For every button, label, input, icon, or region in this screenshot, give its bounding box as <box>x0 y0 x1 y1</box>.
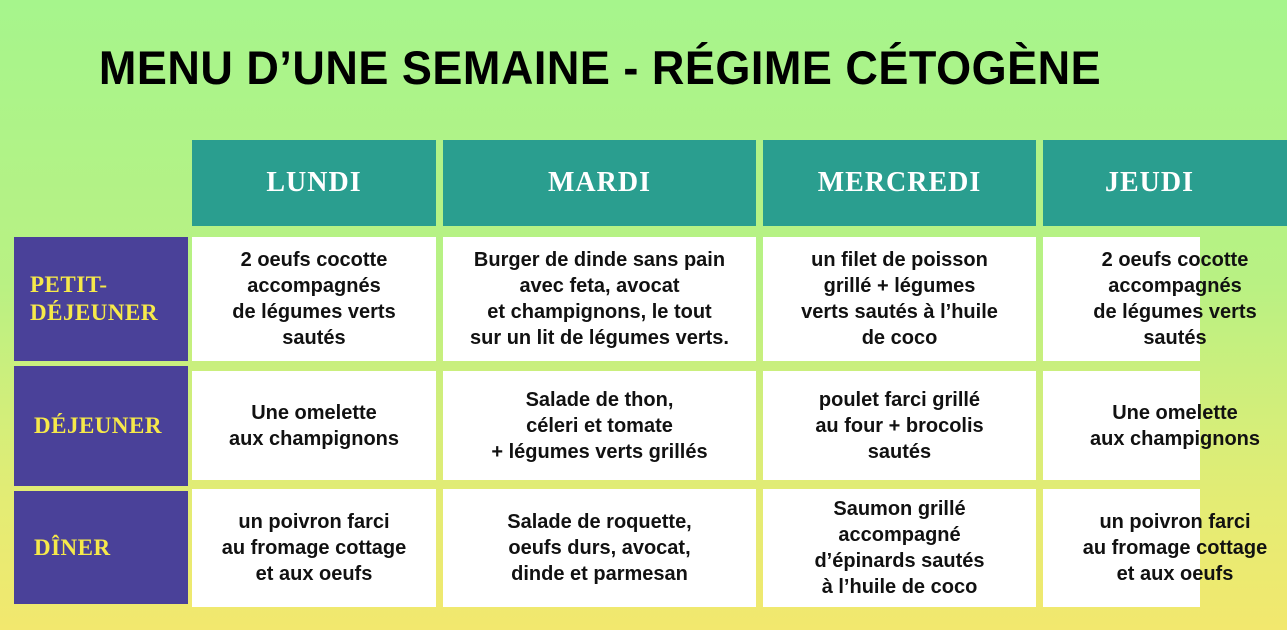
day-header-mercredi: MERCREDI <box>763 140 1036 226</box>
cell-jeudi-petit-dejeuner-text: 2 oeufs cocotte accompagnés de légumes verts sautés <box>1093 249 1257 349</box>
cell-lundi-dejeuner: Une omelette aux champignons <box>192 371 436 480</box>
cell-jeudi-petit-dejeuner <box>1043 237 1257 361</box>
cell-mercredi-petit-dejeuner: un filet de poisson grillé + légumes verts sautés à l’huile de coco <box>763 237 1036 361</box>
meal-header-petit-dejeuner: PETIT- DÉJEUNER <box>14 237 188 361</box>
cell-mercredi-dejeuner: poulet farci grillé au four + brocolis sautés <box>763 371 1036 480</box>
cell-jeudi-diner-text: un poivron farci au fromage cottage et aux oeufs <box>1082 511 1268 585</box>
cell-mardi-dejeuner: Salade de thon, céleri et tomate + légumes verts grillés <box>443 371 756 480</box>
cell-mardi-diner: Salade de roquette, oeufs durs, avocat, dinde et parmesan <box>443 489 756 607</box>
day-header-jeudi <box>1043 140 1287 226</box>
cell-jeudi-dejeuner-text: Une omelette aux champignons <box>1089 401 1261 450</box>
meal-header-diner: DÎNER <box>14 491 188 604</box>
day-header-lundi: LUNDI <box>192 140 436 226</box>
cell-lundi-petit-dejeuner: 2 oeufs cocotte accompagnés de légumes verts sautés <box>192 237 436 361</box>
cell-mardi-petit-dejeuner: Burger de dinde sans pain avec feta, avocat et champignons, le tout sur un lit de légumes verts. <box>443 237 756 361</box>
cell-lundi-diner: un poivron farci au fromage cottage et aux oeufs <box>192 489 436 607</box>
cell-jeudi-diner <box>1043 489 1268 607</box>
cell-jeudi-dejeuner <box>1043 371 1261 480</box>
page-title: MENU D’UNE SEMAINE - RÉGIME CÉTOGÈNE <box>98 40 1102 95</box>
day-header-jeudi-label: JEUDI <box>1105 167 1195 198</box>
meal-header-dejeuner: DÉJEUNER <box>14 366 188 486</box>
day-header-mardi: MARDI <box>443 140 756 226</box>
cell-mercredi-diner: Saumon grillé accompagné d’épinards sautés à l’huile de coco <box>763 489 1036 607</box>
